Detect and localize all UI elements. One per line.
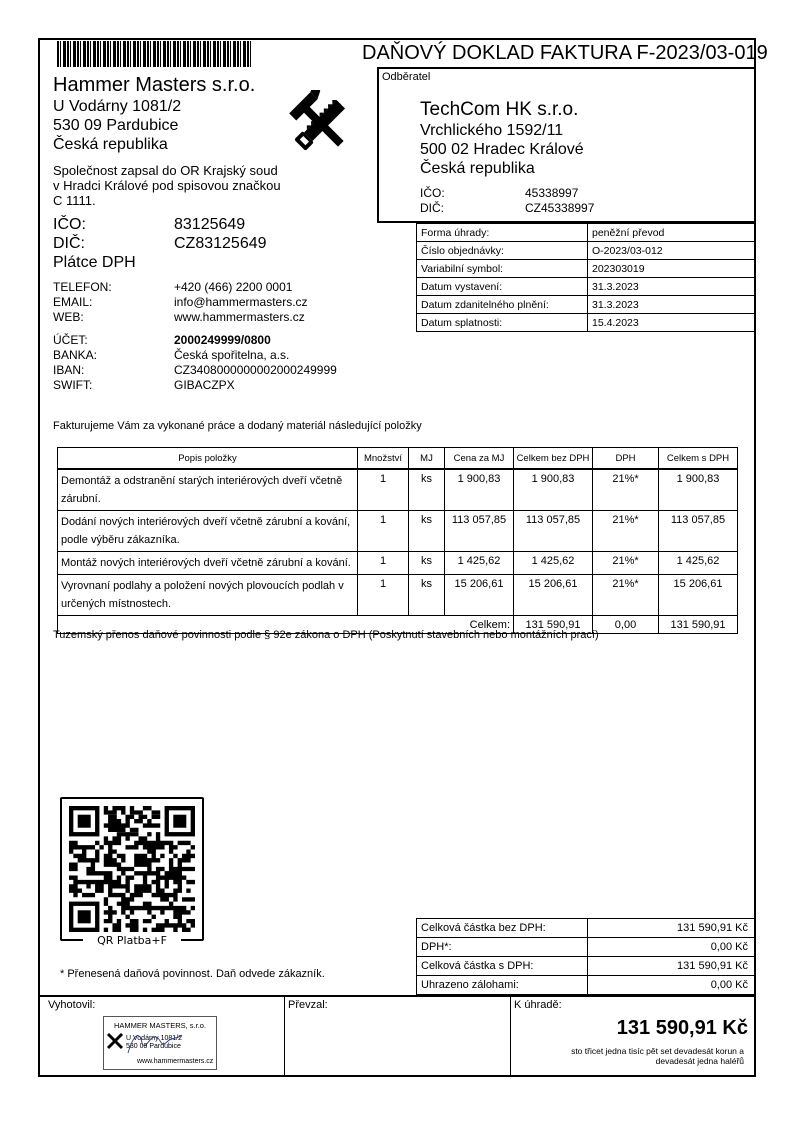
vat-payer-label: Plátce DPH [53,254,136,271]
reverse-charge-footnote: * Přenesená daňová povinnost. Daň odvede zákazník. [60,968,325,980]
col-quantity: Množství [358,448,409,470]
info-value: 31.3.2023 [588,296,756,314]
summary-row [417,976,756,995]
to-pay-amount: 131 590,91 Kč [616,1017,748,1039]
info-row [417,260,756,278]
summary-label: DPH*: [417,938,588,957]
qr-label: QR Platba+F [83,934,181,947]
item-unit: ks [409,511,445,552]
footer-col-divider [284,996,285,1077]
buyer-name: TechCom HK s.r.o. [420,99,579,120]
summary-value: 131 590,91 Kč [588,919,756,938]
info-row [417,242,756,260]
supplier-dic: CZ83125649 [174,235,267,252]
col-unit: MJ [409,448,445,470]
item-gross-total: 1 900,83 [659,469,738,511]
buyer-heading: Odběratel [382,71,431,83]
items-header-row [58,448,738,470]
supplier-city: 530 09 Pardubice [53,117,179,134]
supplier-country: Česká republika [53,136,168,153]
amount-in-words: sto třicet jedna tisíc pět set devadesát korun a devadesát jedna haléřů [571,1046,744,1066]
qr-code-icon [69,806,195,932]
stamp-web: www.hammermasters.cz [137,1058,214,1065]
item-description: Montáž nových interiérových dveří včetně zárubní a kování. [58,552,358,575]
reverse-charge-note: Tuzemský přenos daňové povinnosti podle § 92e zákona o DPH (Poskytnutí stavebních nebo montážních prací) [53,629,599,641]
account-label: ÚČET: [53,333,88,347]
item-unit: ks [409,575,445,616]
item-gross-total: 113 057,85 [659,511,738,552]
item-net-total: 1 900,83 [514,469,593,511]
items-total-label: Celkem: [58,616,514,634]
stamp-city: 530 09 Pardubice [126,1043,181,1050]
item-description: Dodání nových interiérových dveří včetně zárubní a kování, podle výběru zákazníka. [58,511,358,552]
summary-row [417,919,756,938]
stamp-logo-icon [106,1032,124,1050]
info-value: 31.3.2023 [588,278,756,296]
col-net-total: Celkem bez DPH [514,448,593,470]
table-row [58,511,738,552]
col-gross-total: Celkem s DPH [659,448,738,470]
swift-value: GIBACZPX [174,378,235,392]
bank-value: Česká spořitelna, a.s. [174,348,290,362]
item-quantity: 1 [358,552,409,575]
iban-value: CZ3408000000002000249999 [174,363,337,377]
document-title: DAŇOVÝ DOKLAD FAKTURA F-2023/03-019 [362,42,768,64]
info-value: peněžní převod [588,224,756,242]
info-value: O-2023/03-012 [588,242,756,260]
web-value: www.hammermasters.cz [174,310,305,324]
summary-row [417,938,756,957]
received-by-label: Převzal: [288,999,328,1011]
item-unit: ks [409,469,445,511]
summary-value: 0,00 Kč [588,976,756,995]
item-vat: 21%* [593,575,659,616]
item-gross-total: 15 206,61 [659,575,738,616]
supplier-dic-label: DIČ: [53,235,85,252]
signature-icon [124,1027,184,1057]
col-unit-price: Cena za MJ [445,448,514,470]
items-total-net: 131 590,91 [514,616,593,634]
info-label: Číslo objednávky: [417,242,588,260]
col-vat: DPH [593,448,659,470]
buyer-ico: 45338997 [525,186,579,200]
summary-label: Uhrazeno zálohami: [417,976,588,995]
phone-value: +420 (466) 2200 0001 [174,280,293,294]
summary-table [416,918,756,995]
qr-payment-box [60,797,204,941]
table-row [58,552,738,575]
item-description: Vyrovnaní podlahy a položení nových plovoucích podlah v určených místnostech. [58,575,358,616]
item-vat: 21%* [593,469,659,511]
info-label: Datum zdanitelného plnění: [417,296,588,314]
item-unit-price: 1 425,62 [445,552,514,575]
items-total-vat: 0,00 [593,616,659,634]
company-stamp [103,1016,217,1070]
summary-row [417,957,756,976]
buyer-dic: CZ45338997 [525,201,595,215]
item-quantity: 1 [358,469,409,511]
table-row [58,575,738,616]
iban-label: IBAN: [53,363,85,377]
info-value: 202303019 [588,260,756,278]
info-row [417,278,756,296]
item-gross-total: 1 425,62 [659,552,738,575]
summary-label: Celková částka s DPH: [417,957,588,976]
to-pay-label: K úhradě: [514,999,562,1011]
summary-value: 131 590,91 Kč [588,957,756,976]
item-quantity: 1 [358,511,409,552]
registration-note: Společnost zapsal do OR Krajský soud v Hradci Králové pod spisovou značkou C 1111. [53,163,281,208]
swift-label: SWIFT: [53,378,93,392]
info-label: Datum splatnosti: [417,314,588,332]
info-row [417,296,756,314]
crossed-hammer-and-saw-icon [284,90,358,158]
item-unit: ks [409,552,445,575]
info-value: 15.4.2023 [588,314,756,332]
issued-by-label: Vyhotovil: [48,999,96,1011]
table-row [58,469,738,511]
supplier-ico-label: IČO: [53,216,86,233]
buyer-country: Česká republika [420,160,535,177]
info-label: Variabilní symbol: [417,260,588,278]
footer-divider [38,995,756,997]
email-value: info@hammermasters.cz [174,295,308,309]
buyer-street: Vrchlického 1592/11 [420,122,564,139]
supplier-name: Hammer Masters s.r.o. [53,74,256,96]
phone-label: TELEFON: [53,280,112,294]
info-label: Datum vystavení: [417,278,588,296]
item-net-total: 113 057,85 [514,511,593,552]
stamp-street: U Vodárny 1081/2 [126,1035,183,1042]
item-unit-price: 15 206,61 [445,575,514,616]
items-intro: Fakturujeme Vám za vykonané práce a dodaný materiál následující položky [53,420,422,432]
item-vat: 21%* [593,511,659,552]
stamp-company: HAMMER MASTERS, s.r.o. [113,1021,207,1030]
email-label: EMAIL: [53,295,93,309]
item-vat: 21%* [593,552,659,575]
item-net-total: 15 206,61 [514,575,593,616]
summary-label: Celková částka bez DPH: [417,919,588,938]
info-row [417,224,756,242]
buyer-ico-label: IČO: [420,186,445,200]
col-description: Popis položky [58,448,358,470]
supplier-ico: 83125649 [174,216,246,233]
supplier-street: U Vodárny 1081/2 [53,98,182,115]
account-value: 2000249999/0800 [174,333,271,347]
info-label: Forma úhrady: [417,224,588,242]
payment-info-table [416,223,756,332]
item-net-total: 1 425,62 [514,552,593,575]
item-description: Demontáž a odstranění starých interiérových dveří včetně zárubní. [58,469,358,511]
items-total-gross: 131 590,91 [659,616,738,634]
footer-col-divider [510,996,511,1077]
bank-label: BANKA: [53,348,98,362]
item-unit-price: 113 057,85 [445,511,514,552]
item-quantity: 1 [358,575,409,616]
item-unit-price: 1 900,83 [445,469,514,511]
summary-value: 0,00 Kč [588,938,756,957]
web-label: WEB: [53,310,84,324]
buyer-box [377,67,756,223]
info-row [417,314,756,332]
barcode [57,41,252,67]
buyer-dic-label: DIČ: [420,201,444,215]
items-table [57,447,738,634]
buyer-city: 500 02 Hradec Králové [420,141,584,158]
